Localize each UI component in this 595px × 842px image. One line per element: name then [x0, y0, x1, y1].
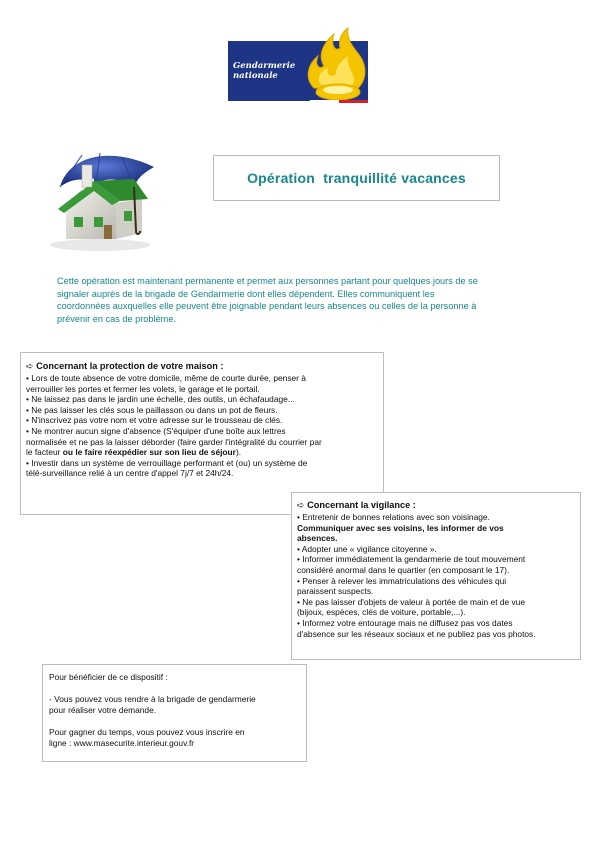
- vigilance-line: • Informez votre entourage mais ne diffusez pas vos dates: [297, 617, 513, 628]
- intro-line: Cette opération est maintenant permanente et permet aux personnes partant pour quelques jours de se: [57, 276, 478, 286]
- page-title: Opération tranquillité vacances: [247, 170, 466, 186]
- vigilance-box: [291, 492, 581, 660]
- vigilance-heading: [297, 499, 576, 512]
- benefit-link-line: ligne : www.masecurite.interieur.gouv.fr: [49, 738, 195, 748]
- vigilance-line-bold: absences.: [297, 533, 338, 544]
- title-box: [213, 155, 500, 201]
- intro-line: coordonnées auxquelles elle peuvent être joignable pendant leurs absences ou celles de la personne à: [57, 301, 477, 312]
- protection-line-part: le facteur: [26, 447, 63, 458]
- intro-line: prévenir en cas de problème.: [57, 313, 176, 324]
- protection-line: normalisée et ne pas la laisser déborder (faire garder l'intégralité du courrier par: [26, 436, 322, 447]
- arrow-right-icon: ➪: [297, 501, 305, 511]
- intro-paragraph: [57, 275, 545, 325]
- protection-heading-text: Concernant la protection de votre maison :: [36, 361, 224, 371]
- vigilance-line: • Ne pas laisser d'objets de valeur à portée de main et de vue: [297, 596, 525, 607]
- protection-box: [20, 352, 384, 515]
- vigilance-line: • Adopter une « vigilance citoyenne ».: [297, 543, 437, 554]
- gendarmerie-logo: [228, 26, 370, 104]
- benefit-line: Pour bénéficier de ce dispositif :: [49, 672, 168, 682]
- vigilance-line: d'absence sur les réseaux sociaux et ne publiez pas vos photos.: [297, 628, 536, 639]
- vigilance-line: paraissent suspects.: [297, 586, 374, 597]
- logo-text: [233, 61, 295, 81]
- protection-heading: [26, 360, 379, 373]
- protection-line: • Ne montrer aucun signe d'absence (S'équiper d'une boîte aux lettres: [26, 425, 286, 436]
- protection-line: • Investir dans un système de verrouillage performant et (ou) un système de: [26, 457, 308, 468]
- protection-line: • Ne laissez pas dans le jardin une échelle, des outils, un échafaudage...: [26, 394, 295, 405]
- benefit-line: - Vous pouvez vous rendre à la brigade de gendarmerie: [49, 694, 256, 704]
- benefit-line: pour réaliser votre demande.: [49, 705, 157, 715]
- protection-line: • Ne pas laisser les clés sous le paillasson ou dans un pot de fleurs.: [26, 404, 278, 415]
- protection-line-part: ).: [235, 447, 242, 458]
- protection-line: verrouiller les portes et fermer les volets, le garage et le portail.: [26, 383, 260, 394]
- arrow-right-icon: ➪: [26, 362, 34, 372]
- protection-line: • N'inscrivez pas votre nom et votre adresse sur le trousseau de clés.: [26, 415, 283, 426]
- vigilance-line: • Informer immédiatement la gendarmerie de tout mouvement: [297, 554, 526, 565]
- benefit-line: Pour gagner du temps, vous pouvez vous inscrire en: [49, 727, 245, 737]
- vigilance-heading-text: Concernant la vigilance :: [307, 500, 416, 510]
- intro-line: signaler auprès de la brigade de Gendarmerie dont elles dépendent. Elles communiquent les: [57, 288, 435, 299]
- logo-text-line1: Gendarmerie: [233, 61, 296, 71]
- gendarmerie-flame-icon: [300, 26, 372, 108]
- protection-line: télé-surveillance relié à un centre d'appel 7j/7 et 24h/24.: [26, 468, 234, 479]
- vigilance-line: considéré anormal dans le quartier (en composant le 17).: [297, 564, 510, 575]
- protection-line: [26, 447, 379, 458]
- logo-text-line2: nationale: [233, 71, 278, 81]
- house-umbrella-illustration: [38, 143, 162, 253]
- vigilance-line: (bijoux, espèces, clés de voiture, portable,...).: [297, 607, 466, 618]
- protection-line-bold: ou le faire réexpédier sur son lieu de séjour: [62, 447, 236, 458]
- protection-line: • Lors de toute absence de votre domicile, même de courte durée, penser à: [26, 373, 306, 383]
- vigilance-line-bold: Communiquer avec ses voisins, les informer de vos: [297, 522, 504, 533]
- vigilance-line: • Penser à relever les immatriculations des véhicules qui: [297, 575, 507, 586]
- vigilance-line: • Entretenir de bonnes relations avec son voisinage.: [297, 512, 490, 522]
- benefit-box: [42, 664, 307, 762]
